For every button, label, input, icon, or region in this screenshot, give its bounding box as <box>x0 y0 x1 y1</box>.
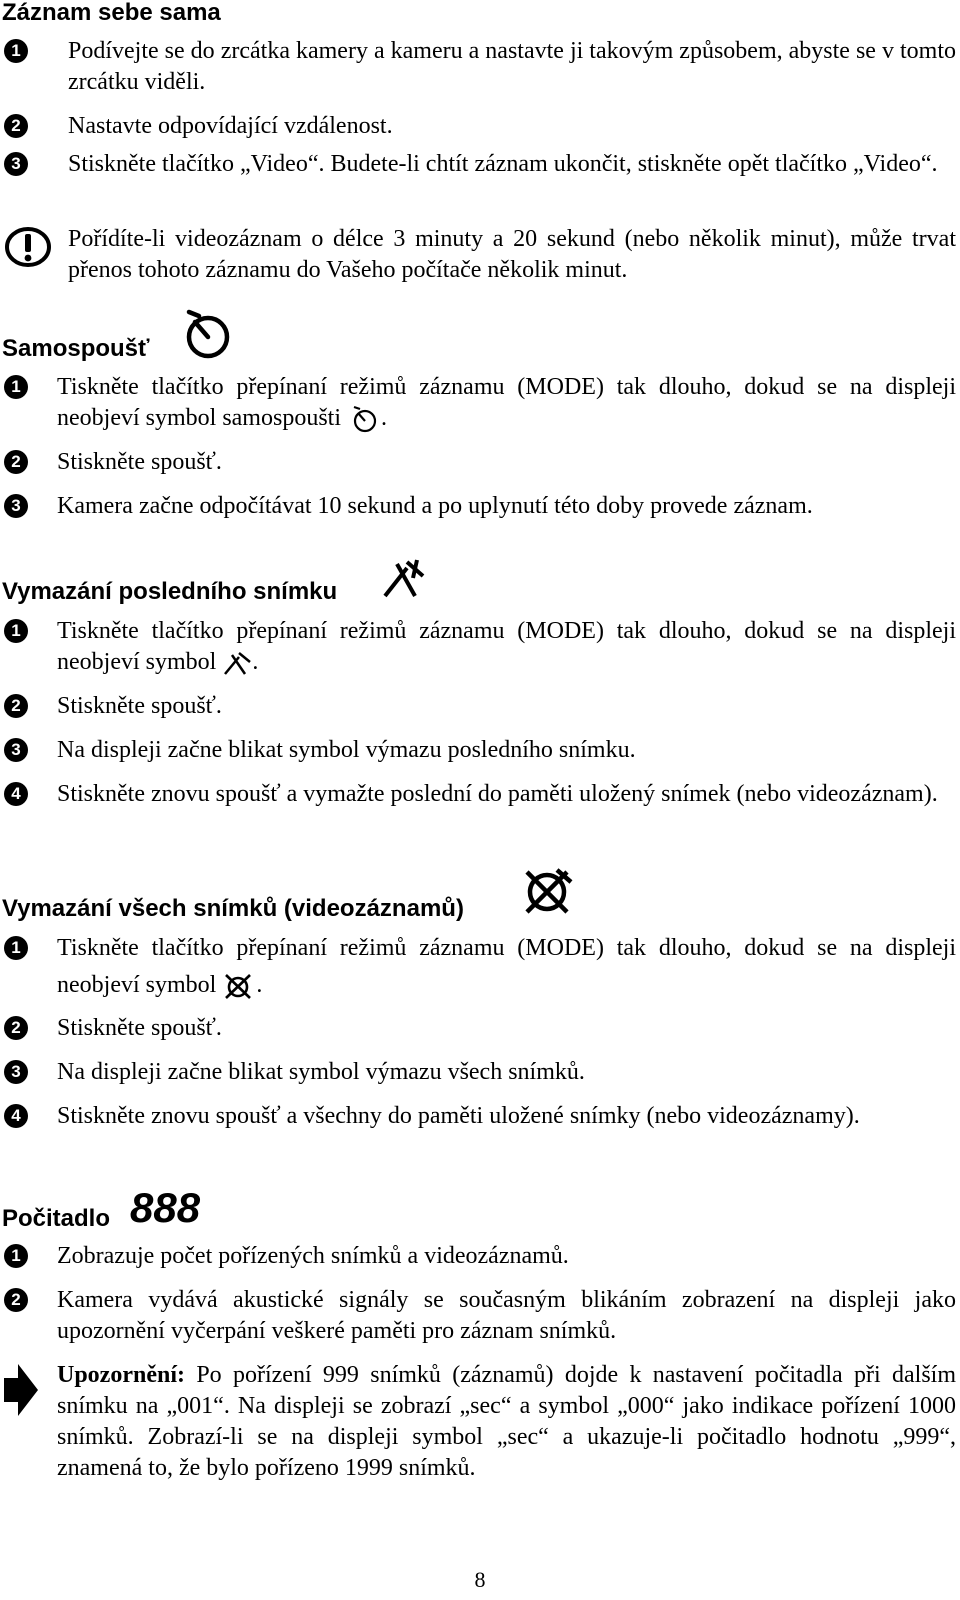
step-text-suffix: . <box>381 405 387 431</box>
note-body: Po pořízení 999 snímků (záznamů) dojde k nastavení počitadla při dalším snímku na „001“. Na displeji se zobrazí „sec“ a symbol „000“ jako indikace pořízení 1000 snímků. Zobrazí-li se na displeji symbol „sec“ a ukazuje-li počitadlo hodnotu „999“, znamená to, že bylo pořízeno 1999 snímků. <box>57 1362 956 1481</box>
step-text: Kamera začne odpočítávat 10 sekund a po uplynutí této doby provede záznam. <box>57 493 813 519</box>
step-text <box>57 616 956 678</box>
step-text-main: Tiskněte tlačítko přepínaní režimů záznamu (MODE) tak dlouho, dokud se na displeji neobjeví symbol <box>57 935 956 998</box>
delete-all-icon <box>222 972 256 1000</box>
step-number: 1 <box>4 1244 28 1268</box>
delete-all-icon <box>521 866 573 916</box>
step-text: Na displeji začne blikat symbol výmazu všech snímků. <box>57 1059 585 1085</box>
counter-888-icon <box>128 1186 208 1230</box>
section-title-delete-last: Vymazání posledního snímku <box>2 578 338 605</box>
step-number: 2 <box>4 114 28 138</box>
note-label: Upozornění: <box>57 1362 185 1388</box>
step-text <box>57 930 956 1004</box>
step-text: Stiskněte tlačítko „Video“. Budete-li chtít záznam ukončit, stiskněte opět tlačítko „Video“. <box>68 151 938 177</box>
step-text: Na displeji začne blikat symbol výmazu posledního snímku. <box>57 737 636 763</box>
step-number: 3 <box>4 494 28 518</box>
step-text-main: Tiskněte tlačítko přepínaní režimů záznamu (MODE) tak dlouho, dokud se na displeji neobjeví symbol samospoušti <box>57 374 956 431</box>
step-number: 4 <box>4 782 28 806</box>
delete-last-icon <box>222 650 252 676</box>
self-timer-icon <box>347 405 381 433</box>
step-number: 2 <box>4 450 28 474</box>
step-number: 1 <box>4 936 28 960</box>
step-text: Stiskněte spoušť. <box>57 449 222 475</box>
step-text-suffix: . <box>256 972 263 998</box>
step-text <box>57 372 956 434</box>
step-number: 3 <box>4 152 28 176</box>
step-text: Podívejte se do zrcátka kamery a kameru a nastavte ji takovým způsobem, abyste se v tomto zrcátku viděli. <box>68 38 956 95</box>
section-title-counter: Počitadlo <box>2 1205 111 1232</box>
step-number: 3 <box>4 1060 28 1084</box>
step-number: 4 <box>4 1104 28 1128</box>
self-timer-icon <box>178 308 236 360</box>
step-text: Stiskněte spoušť. <box>57 693 222 719</box>
step-text-main: Tiskněte tlačítko přepínaní režimů záznamu (MODE) tak dlouho, dokud se na displeji neobjeví symbol <box>57 618 956 675</box>
step-number: 2 <box>4 1016 28 1040</box>
step-number: 1 <box>4 375 28 399</box>
step-number: 2 <box>4 1288 28 1312</box>
step-text: Stiskněte spoušť. <box>57 1015 222 1041</box>
section-title-self-recording: Záznam sebe sama <box>2 0 221 26</box>
warning-exclamation-icon <box>4 226 52 268</box>
step-text: Zobrazuje počet pořízených snímků a videozáznamů. <box>57 1243 569 1269</box>
note-text <box>57 1360 956 1484</box>
section-title-self-timer: Samospoušť <box>2 335 150 362</box>
delete-last-icon <box>379 556 427 600</box>
step-number: 1 <box>4 39 28 63</box>
step-text-suffix: . <box>252 649 259 675</box>
section-title-delete-all: Vymazání všech snímků (videozáznamů) <box>2 895 464 922</box>
warning-text: Pořídíte-li videozáznam o délce 3 minuty a 20 sekund (nebo několik minut), může trvat přenos tohoto záznamu do Vašeho počítače několik minut. <box>68 226 956 283</box>
step-text: Kamera vydává akustické signály se současným blikáním zobrazení na displeji jako upozornění vyčerpání veškeré paměti pro záznam snímků. <box>57 1287 956 1344</box>
step-number: 1 <box>4 619 28 643</box>
step-text: Stiskněte znovu spoušť a vymažte poslední do paměti uložený snímek (nebo videozáznam). <box>57 781 938 807</box>
arrow-right-icon <box>4 1362 38 1418</box>
step-number: 3 <box>4 738 28 762</box>
page-number: 8 <box>474 1567 486 1592</box>
step-number: 2 <box>4 694 28 718</box>
counter-digits: 888 <box>130 1186 201 1230</box>
step-text: Stiskněte znovu spoušť a všechny do paměti uložené snímky (nebo videozáznamy). <box>57 1103 860 1129</box>
step-text: Nastavte odpovídající vzdálenost. <box>68 113 393 139</box>
